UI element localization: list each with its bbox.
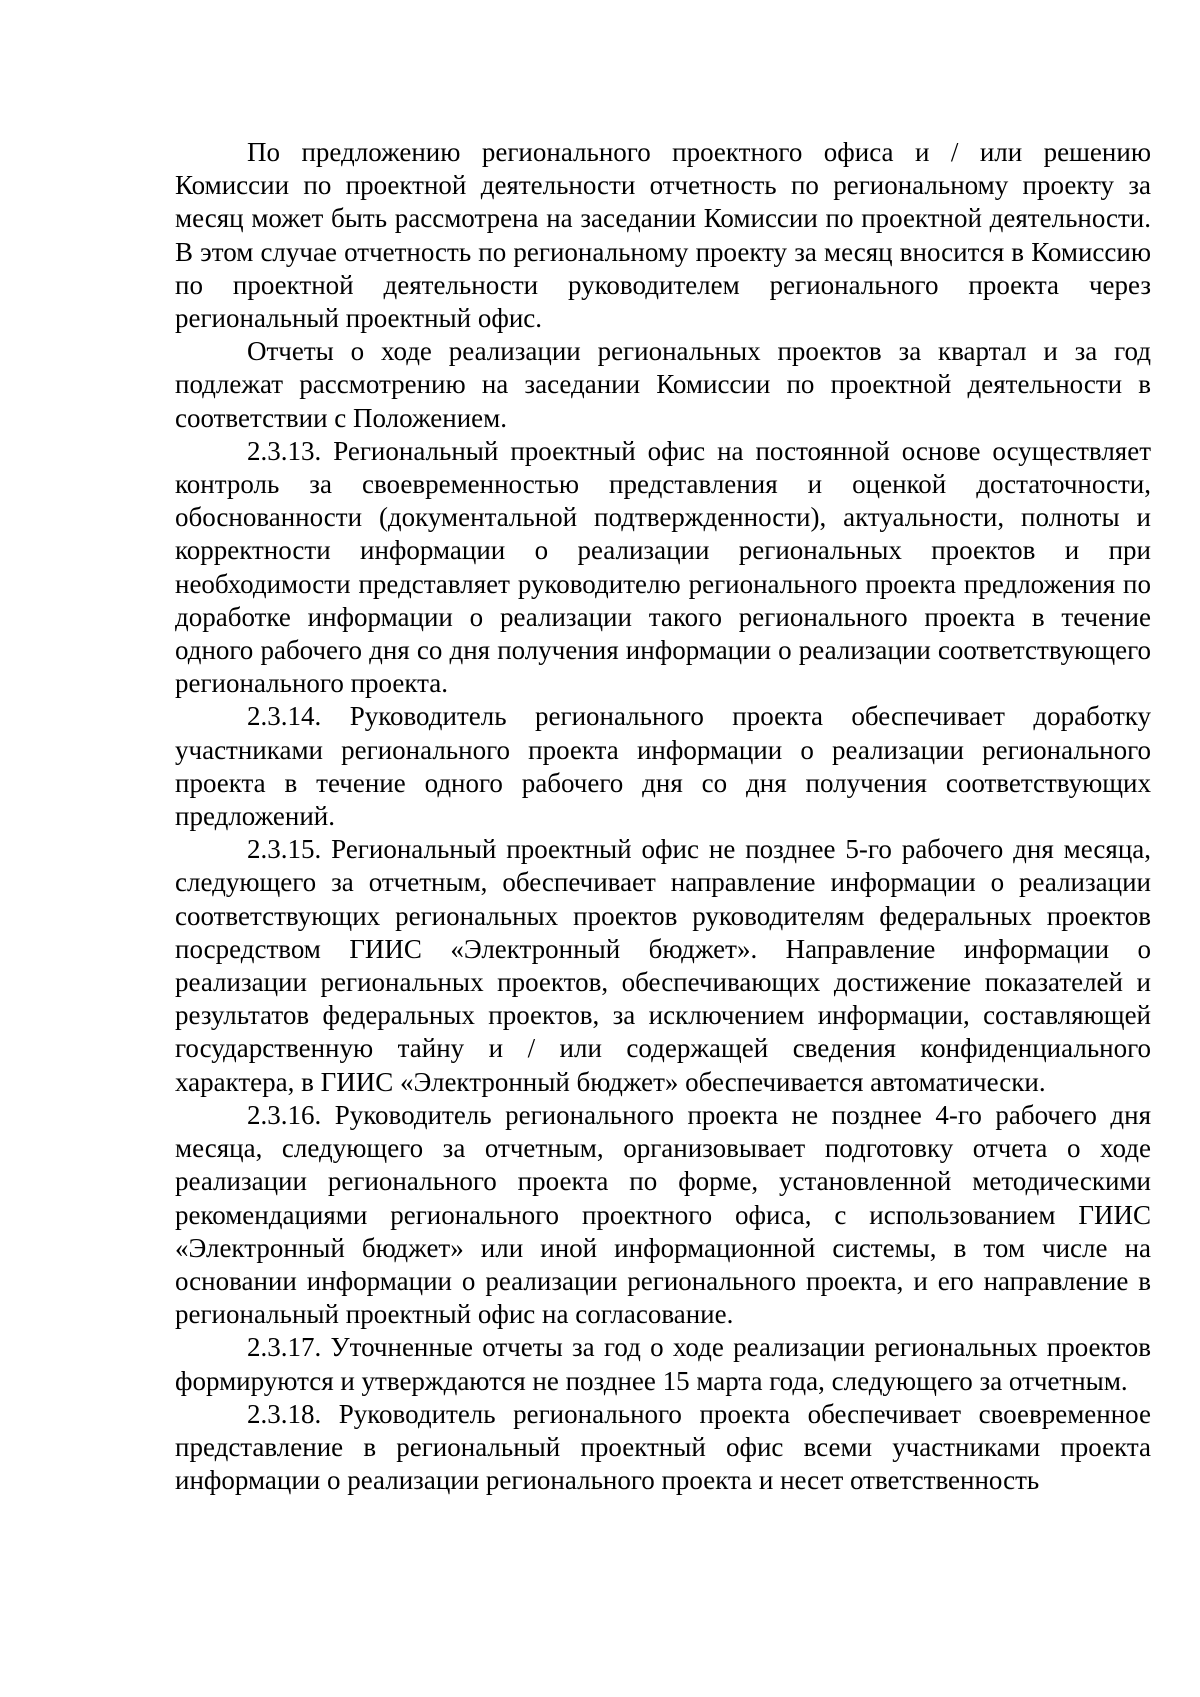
paragraph-2-3-13: 2.3.13. Региональный проектный офис на постоянной основе осуществляет контроль за своевременностью представления и оценкой достаточности, обоснованности (документальной подтвержденности), актуальности, полноты и корректности информации о реализации региональных проектов и при необходимости представляет руководителю регионального проекта предложения по доработке информации о реализации такого регионального проекта в течение одного рабочего дня со дня получения информации о реализации соответствующего регионального проекта.	[175, 435, 1151, 699]
paragraph-2-3-16: 2.3.16. Руководитель регионального проекта не позднее 4-го рабочего дня месяца, следующего за отчетным, организовывает подготовку отчета о ходе реализации регионального проекта по форме, установленной методическими рекомендациями регионального проектного офиса, с использованием ГИИС «Электронный бюджет» или иной информационной системы, в том числе на основании информации о реализации регионального проекта, и его направление в региональный проектный офис на согласование.	[175, 1099, 1151, 1330]
document-page	[175, 136, 1151, 1497]
paragraph-2-3-15: 2.3.15. Региональный проектный офис не позднее 5-го рабочего дня месяца, следующего за отчетным, обеспечивает направление информации о реализации соответствующих региональных проектов руководителям федеральных проектов посредством ГИИС «Электронный бюджет». Направление информации о реализации региональных проектов, обеспечивающих достижение показателей и результатов федеральных проектов, за исключением информации, составляющей государственную тайну и / или содержащей сведения конфиденциального характера, в ГИИС «Электронный бюджет» обеспечивается автоматически.	[175, 834, 1151, 1097]
paragraph-2-3-17: 2.3.17. Уточненные отчеты за год о ходе реализации региональных проектов формируются и утверждаются не позднее 15 марта года, следующего за отчетным.	[175, 1332, 1151, 1396]
paragraph-quarterly-yearly-reports: Отчеты о ходе реализации региональных проектов за квартал и за год подлежат рассмотрению на заседании Комиссии по проектной деятельности в соответствии с Положением.	[175, 336, 1151, 433]
paragraph-commission-monthly-report: По предложению регионального проектного офиса и / или решению Комиссии по проектной деятельности отчетность по региональному проекту за месяц может быть рассмотрена на заседании Комиссии по проектной деятельности. В этом случае отчетность по региональному проекту за месяц вносится в Комиссию по проектной деятельности руководителем регионального проекта через региональный проектный офис.	[175, 137, 1151, 334]
paragraph-2-3-18: 2.3.18. Руководитель регионального проекта обеспечивает своевременное представление в региональный проектный офис всеми участниками проекта информации о реализации регионального проекта и несет ответственность	[175, 1398, 1151, 1496]
paragraph-2-3-14: 2.3.14. Руководитель регионального проекта обеспечивает доработку участниками регионального проекта информации о реализации регионального проекта в течение одного рабочего дня со дня получения соответствующих предложений.	[175, 701, 1151, 832]
